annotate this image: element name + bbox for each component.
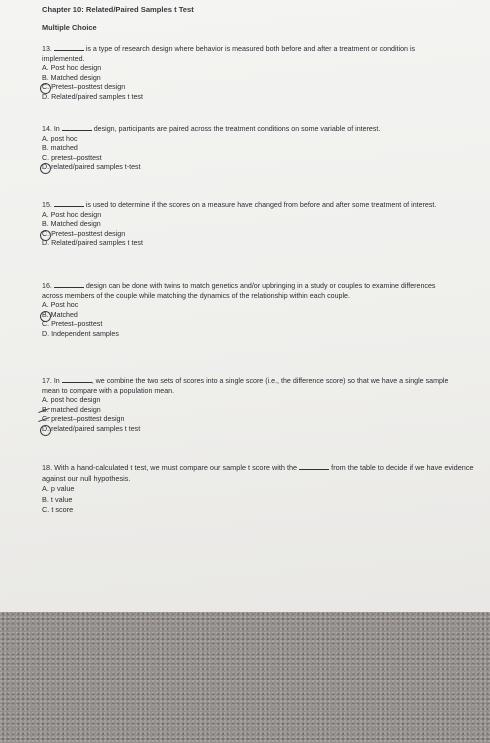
option-a[interactable]: A. Post hoc design [42, 210, 102, 219]
question-body: is used to determine if the scores on a measure have changed from before and after some treatment of interest. [83, 201, 437, 209]
option-a[interactable]: A. post hoc design [42, 396, 101, 404]
options-list [42, 64, 452, 102]
question-15 [42, 201, 452, 249]
question-prefix: 13. [42, 45, 54, 53]
question-16 [42, 282, 452, 339]
option-d[interactable]: D. Related/paired samples t test [42, 239, 143, 247]
question-text [42, 377, 452, 396]
option-b[interactable]: B. t value [42, 494, 73, 504]
options-list [42, 135, 452, 173]
answer-blank[interactable] [54, 286, 84, 288]
option-d-circled[interactable]: D. related/paired samples t-test [42, 163, 452, 173]
options-list [42, 396, 452, 434]
question-18 [42, 463, 474, 516]
question-text [42, 201, 452, 211]
question-text [42, 463, 482, 484]
options-list [42, 211, 452, 249]
question-prefix: 14. In [42, 125, 62, 133]
answer-blank[interactable] [299, 468, 329, 470]
option-d[interactable]: D. Independent samples [42, 329, 119, 338]
option-b[interactable]: B. Matched design [42, 220, 101, 228]
option-b[interactable]: B. matched [42, 144, 78, 152]
option-b-struck[interactable]: B. matched design [42, 406, 452, 416]
answer-blank[interactable] [54, 49, 84, 51]
question-body: is a type of research design where behavior is measured both before and after a treatment or condition is implemented. [42, 45, 416, 63]
question-body: design, participants are paired across the treatment conditions on some variable of interest. [91, 125, 381, 133]
question-14 [42, 125, 452, 173]
option-c[interactable]: C. pretest–posttest [42, 153, 102, 162]
option-a[interactable]: A. Post hoc [42, 301, 79, 309]
option-a[interactable]: A. post hoc [42, 134, 78, 143]
question-text [42, 45, 452, 64]
question-body: design can be done with twins to match genetics and/or upbringing in a study or couples to examine differences across members of the couple while matching the dynamics of the relationship within each couple. [42, 282, 436, 300]
option-c-circled[interactable]: C. Pretest–posttest design [42, 83, 452, 93]
option-a[interactable]: A. Post hoc design [42, 64, 102, 72]
question-text [42, 125, 452, 135]
question-17 [42, 377, 452, 434]
answer-blank[interactable] [54, 205, 84, 207]
option-c-struck[interactable]: C. pretest–posttest design [42, 415, 452, 425]
option-b[interactable]: B. Matched design [42, 73, 101, 82]
question-prefix: 18. With a hand-calculated t test, we must compare our sample t score with the [42, 463, 300, 472]
options-list [42, 301, 452, 339]
options-list [42, 484, 452, 516]
question-text [42, 282, 452, 301]
option-c[interactable]: C. Pretest–posttest [42, 320, 103, 328]
question-13 [42, 45, 452, 102]
option-d-circled[interactable]: D. related/paired samples t test [42, 425, 452, 435]
chapter-title: Chapter 10: Related/Paired Samples t Test [42, 5, 194, 14]
question-body: , we combine the two sets of scores into a single score (i.e., the difference score) so that we have a single sample mean to compare with a population mean. [42, 377, 449, 395]
carpet-background [0, 612, 490, 743]
section-heading: Multiple Choice [42, 23, 97, 32]
option-c-circled[interactable]: C. Pretest–posttest design [42, 230, 452, 240]
question-prefix: 16. [42, 282, 54, 290]
answer-blank[interactable] [62, 129, 92, 131]
option-d[interactable]: D. Related/paired samples t test [42, 92, 143, 101]
question-prefix: 15. [42, 201, 54, 209]
option-c[interactable]: C. t score [42, 505, 74, 514]
answer-blank[interactable] [62, 381, 92, 383]
question-body: from the table to decide if we have evidence against our null hypothesis. [42, 463, 474, 483]
option-a[interactable]: A. p value [42, 484, 75, 493]
question-prefix: 17. In [42, 377, 62, 385]
option-b-circled[interactable]: B. Matched [42, 311, 452, 321]
